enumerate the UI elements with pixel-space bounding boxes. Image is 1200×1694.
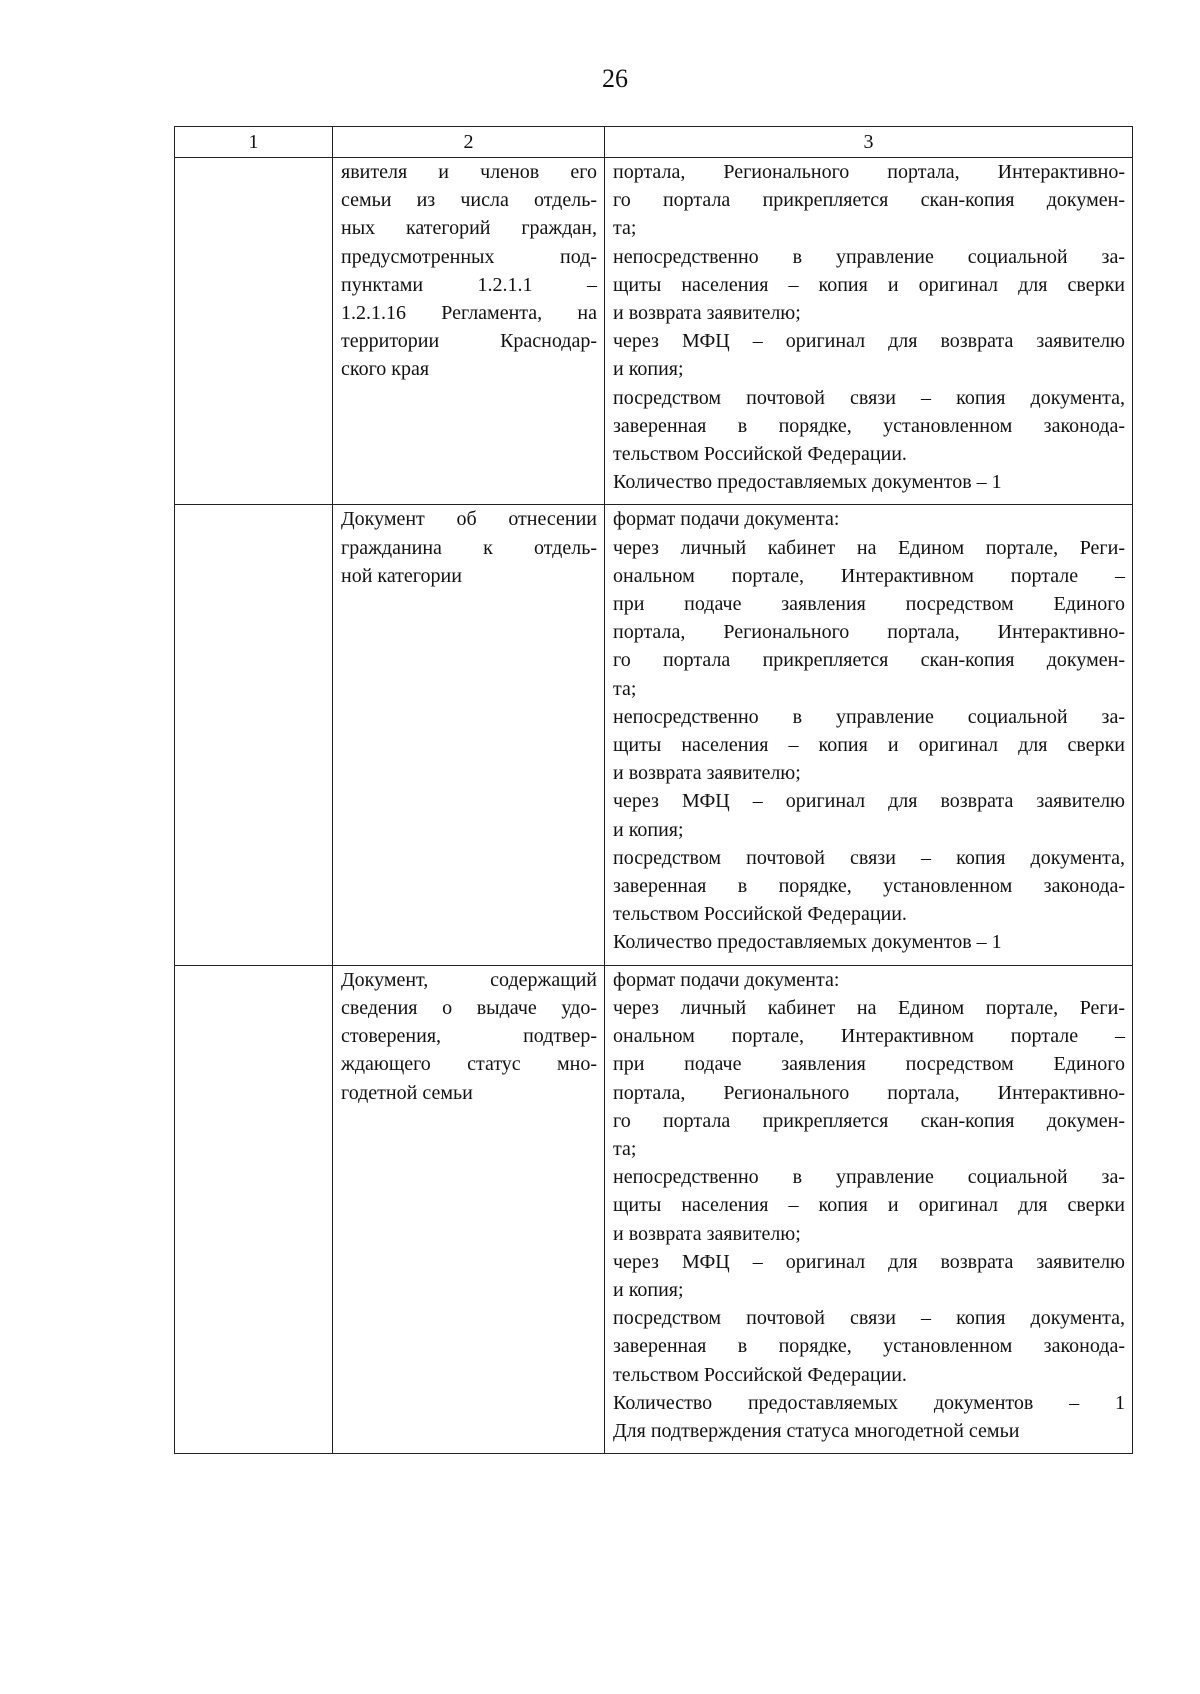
cell-document-name <box>333 158 605 505</box>
text-line: явителя и членов его <box>341 161 597 183</box>
text-line: Для подтверждения статуса многодетной семьи <box>613 1419 1020 1442</box>
text-line: ждающего статус мно- <box>341 1053 597 1076</box>
text-line: ского края <box>341 358 430 381</box>
text-line: ных категорий граждан, <box>341 217 597 240</box>
text-line: портала, Регионального портала, Интерактивно- <box>613 161 1125 183</box>
column-header-1: 1 <box>175 127 333 158</box>
text-line: заверенная в порядке, установленном законода- <box>613 875 1125 898</box>
text-line: пунктами 1.2.1.1 – <box>341 273 597 296</box>
text-line: Количество предоставляемых документов – 1 <box>613 1391 1125 1414</box>
text-line: посредством почтовой связи – копия документа, <box>613 846 1125 869</box>
text-line: формат подачи документа: <box>613 508 840 531</box>
text-line: Документ об отнесении <box>341 508 597 531</box>
text-line: непосредственно в управление социальной за- <box>613 1166 1125 1189</box>
text-line: Документ, содержащий <box>341 968 597 991</box>
text-line: и копия; <box>613 1278 684 1301</box>
text-line: территории Краснодар- <box>341 330 597 353</box>
text-line: сведения о выдаче удо- <box>341 996 597 1019</box>
text-line: и возврата заявителю; <box>613 1222 801 1245</box>
text-line: портала, Регионального портала, Интерактивно- <box>613 621 1125 644</box>
text-line: и копия; <box>613 818 684 841</box>
table-body <box>175 158 1133 1454</box>
text-line: годетной семьи <box>341 1081 473 1104</box>
requirements-table <box>174 126 1133 1454</box>
cell-document-name <box>333 505 605 965</box>
text-line: ональном портале, Интерактивном портале – <box>613 564 1125 587</box>
text-line: го портала прикрепляется скан-копия докумен- <box>613 649 1125 672</box>
text-line: щиты населения – копия и оригинал для сверки <box>613 734 1125 757</box>
text-line: предусмотренных под- <box>341 245 597 268</box>
table-row <box>175 965 1133 1453</box>
cell-submission-format <box>605 505 1133 965</box>
cell-submission-format <box>605 965 1133 1453</box>
text-line: через МФЦ – оригинал для возврата заявителю <box>613 790 1125 813</box>
cell-col1 <box>175 965 333 1453</box>
table-row <box>175 505 1133 965</box>
table-header-row <box>175 127 1133 158</box>
text-line: через личный кабинет на Едином портале, Реги- <box>613 996 1125 1019</box>
text-line: та; <box>613 217 637 240</box>
text-line: через МФЦ – оригинал для возврата заявителю <box>613 1250 1125 1273</box>
text-line: заверенная в порядке, установленном законода- <box>613 1335 1125 1358</box>
text-line: стоверения, подтвер- <box>341 1025 597 1048</box>
text-line: щиты населения – копия и оригинал для сверки <box>613 1194 1125 1217</box>
text-line: ной категории <box>341 564 462 587</box>
text-line: через личный кабинет на Едином портале, Реги- <box>613 536 1125 559</box>
text-line: при подаче заявления посредством Единого <box>613 1053 1125 1076</box>
text-line: Количество предоставляемых документов – 1 <box>613 471 1002 494</box>
text-line: формат подачи документа: <box>613 968 840 991</box>
text-line: семьи из числа отдель- <box>341 189 597 212</box>
text-line: и возврата заявителю; <box>613 302 801 325</box>
text-line: тельством Российской Федерации. <box>613 443 907 466</box>
text-line: гражданина к отдель- <box>341 536 597 559</box>
text-line: и возврата заявителю; <box>613 762 801 785</box>
text-line: го портала прикрепляется скан-копия докумен- <box>613 189 1125 212</box>
text-line: непосредственно в управление социальной за- <box>613 245 1125 268</box>
text-line: заверенная в порядке, установленном законода- <box>613 414 1125 437</box>
text-line: тельством Российской Федерации. <box>613 1363 907 1386</box>
column-header-2: 2 <box>333 127 605 158</box>
text-line: тельством Российской Федерации. <box>613 903 907 926</box>
text-line: щиты населения – копия и оригинал для сверки <box>613 273 1125 296</box>
column-header-3: 3 <box>605 127 1133 158</box>
text-line: 1.2.1.16 Регламента, на <box>341 302 597 325</box>
text-line: при подаче заявления посредством Единого <box>613 593 1125 616</box>
cell-submission-format <box>605 158 1133 505</box>
text-line: через МФЦ – оригинал для возврата заявителю <box>613 330 1125 353</box>
text-line: го портала прикрепляется скан-копия докумен- <box>613 1109 1125 1132</box>
text-line: Количество предоставляемых документов – 1 <box>613 931 1002 954</box>
text-line: та; <box>613 677 637 700</box>
page-number: 26 <box>602 64 628 93</box>
cell-col1 <box>175 505 333 965</box>
text-line: та; <box>613 1137 637 1160</box>
text-line: ональном портале, Интерактивном портале – <box>613 1025 1125 1048</box>
text-line: портала, Регионального портала, Интерактивно- <box>613 1081 1125 1104</box>
text-line: непосредственно в управление социальной за- <box>613 705 1125 728</box>
text-line: посредством почтовой связи – копия документа, <box>613 1307 1125 1330</box>
table-row <box>175 158 1133 505</box>
text-line: и копия; <box>613 358 684 381</box>
cell-document-name <box>333 965 605 1453</box>
cell-col1 <box>175 158 333 505</box>
text-line: посредством почтовой связи – копия документа, <box>613 386 1125 409</box>
